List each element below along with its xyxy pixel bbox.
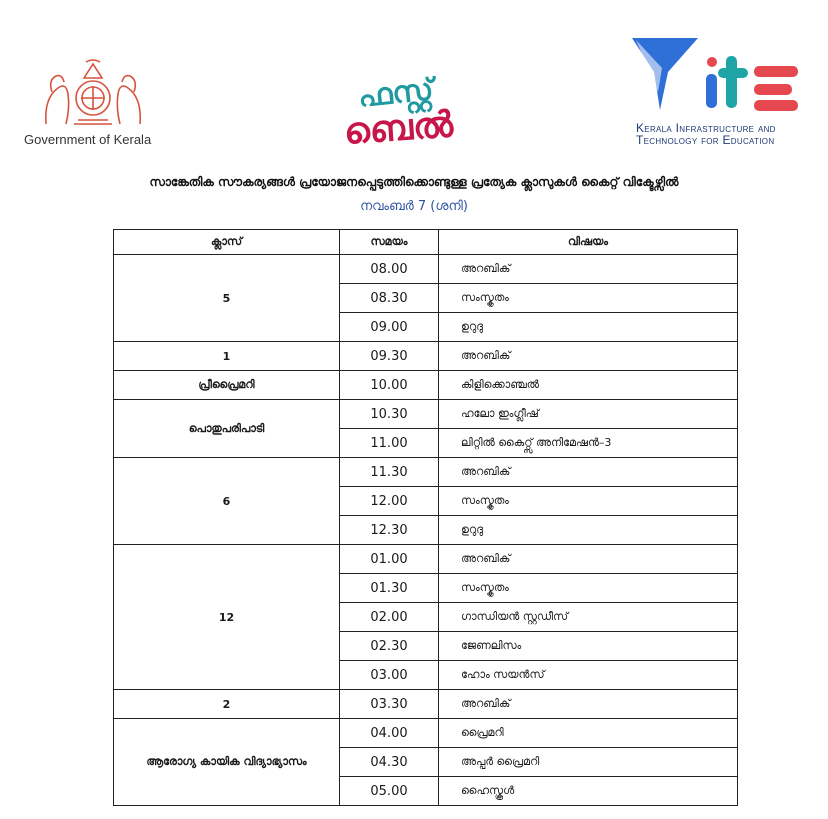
subject-cell: ഹൈസ്കൂൾ — [439, 777, 738, 806]
subject-cell: അറബിക് — [439, 690, 738, 719]
time-cell: 08.00 — [340, 255, 439, 284]
time-cell: 05.00 — [340, 777, 439, 806]
time-cell: 10.30 — [340, 400, 439, 429]
kite-full-name — [636, 122, 776, 146]
class-cell: 6 — [114, 458, 340, 545]
subject-cell: അറബിക് — [439, 342, 738, 371]
subject-cell: അറബിക് — [439, 255, 738, 284]
class-cell: ആരോഗ്യ കായിക വിദ്യാഭ്യാസം — [114, 719, 340, 806]
kerala-emblem-icon — [38, 58, 148, 130]
time-cell: 09.30 — [340, 342, 439, 371]
time-cell: 09.00 — [340, 313, 439, 342]
class-cell: 1 — [114, 342, 340, 371]
table-header-row — [114, 230, 738, 255]
class-cell: പ്രീപ്രൈമറി — [114, 371, 340, 400]
time-cell: 10.00 — [340, 371, 439, 400]
time-cell: 01.00 — [340, 545, 439, 574]
time-cell: 11.00 — [340, 429, 439, 458]
subject-cell: ഹോം സയൻസ് — [439, 661, 738, 690]
time-cell: 03.30 — [340, 690, 439, 719]
time-cell: 12.00 — [340, 487, 439, 516]
table-row — [114, 371, 738, 400]
column-header-time: സമയം — [340, 230, 439, 255]
subject-cell: ലിറ്റിൽ കൈറ്റ്സ് അനിമേഷൻ–3 — [439, 429, 738, 458]
time-cell: 11.30 — [340, 458, 439, 487]
class-cell: പൊതുപരിപാടി — [114, 400, 340, 458]
time-cell: 08.30 — [340, 284, 439, 313]
subject-cell: ജേണലിസം — [439, 632, 738, 661]
time-cell: 02.00 — [340, 603, 439, 632]
table-row — [114, 458, 738, 487]
class-cell: 2 — [114, 690, 340, 719]
government-of-kerala-label: Government of Kerala — [24, 132, 152, 147]
subject-cell: കിളിക്കൊഞ്ചൽ — [439, 371, 738, 400]
first-bell-logo-line2: ബെൽ — [342, 104, 455, 153]
subject-cell: അപ്പർ പ്രൈമറി — [439, 748, 738, 777]
time-cell: 03.00 — [340, 661, 439, 690]
table-row — [114, 342, 738, 371]
subject-cell: ഉറുദു — [439, 313, 738, 342]
class-cell: 5 — [114, 255, 340, 342]
table-row — [114, 545, 738, 574]
page-heading: സാങ്കേതിക സൗകര്യങ്ങൾ പ്രയോജനപ്പെടുത്തിക്കൊണ്ടുള്ള പ്രത്യേക ക്ലാസുകൾ കൈറ്റ് വിക്ടേഴ്സിൽ — [149, 175, 679, 189]
column-header-subject: വിഷയം — [439, 230, 738, 255]
subject-cell: സംസ്കൃതം — [439, 574, 738, 603]
table-row — [114, 255, 738, 284]
subject-cell: ഉറുദു — [439, 516, 738, 545]
first-bell-logo — [340, 70, 460, 162]
column-header-class: ക്ലാസ് — [114, 230, 340, 255]
time-cell: 01.30 — [340, 574, 439, 603]
subject-cell: അറബിക് — [439, 458, 738, 487]
table-row — [114, 719, 738, 748]
subject-cell: പ്രൈമറി — [439, 719, 738, 748]
table-row — [114, 690, 738, 719]
time-cell: 02.30 — [340, 632, 439, 661]
subject-cell: ഹലോ ഇംഗ്ലീഷ് — [439, 400, 738, 429]
schedule-date: നവംബർ 7 (ശനി) — [360, 199, 468, 214]
subject-cell: ഗാന്ധിയൻ സ്റ്റഡീസ് — [439, 603, 738, 632]
kite-name-line2: Technology for Education — [636, 133, 775, 147]
table-row — [114, 400, 738, 429]
subject-cell: അറബിക് — [439, 545, 738, 574]
first-bell-logo-line1: ഫസ്റ്റ് — [356, 72, 436, 115]
time-cell: 12.30 — [340, 516, 439, 545]
kite-logo-icon — [628, 32, 808, 124]
schedule-body — [114, 255, 738, 806]
time-cell: 04.30 — [340, 748, 439, 777]
kite-name-line1: Kerala Infrastructure and — [636, 121, 776, 135]
class-cell: 12 — [114, 545, 340, 690]
time-cell: 04.00 — [340, 719, 439, 748]
class-schedule-table — [113, 229, 738, 806]
subject-cell: സംസ്കൃതം — [439, 284, 738, 313]
subject-cell: സംസ്കൃതം — [439, 487, 738, 516]
